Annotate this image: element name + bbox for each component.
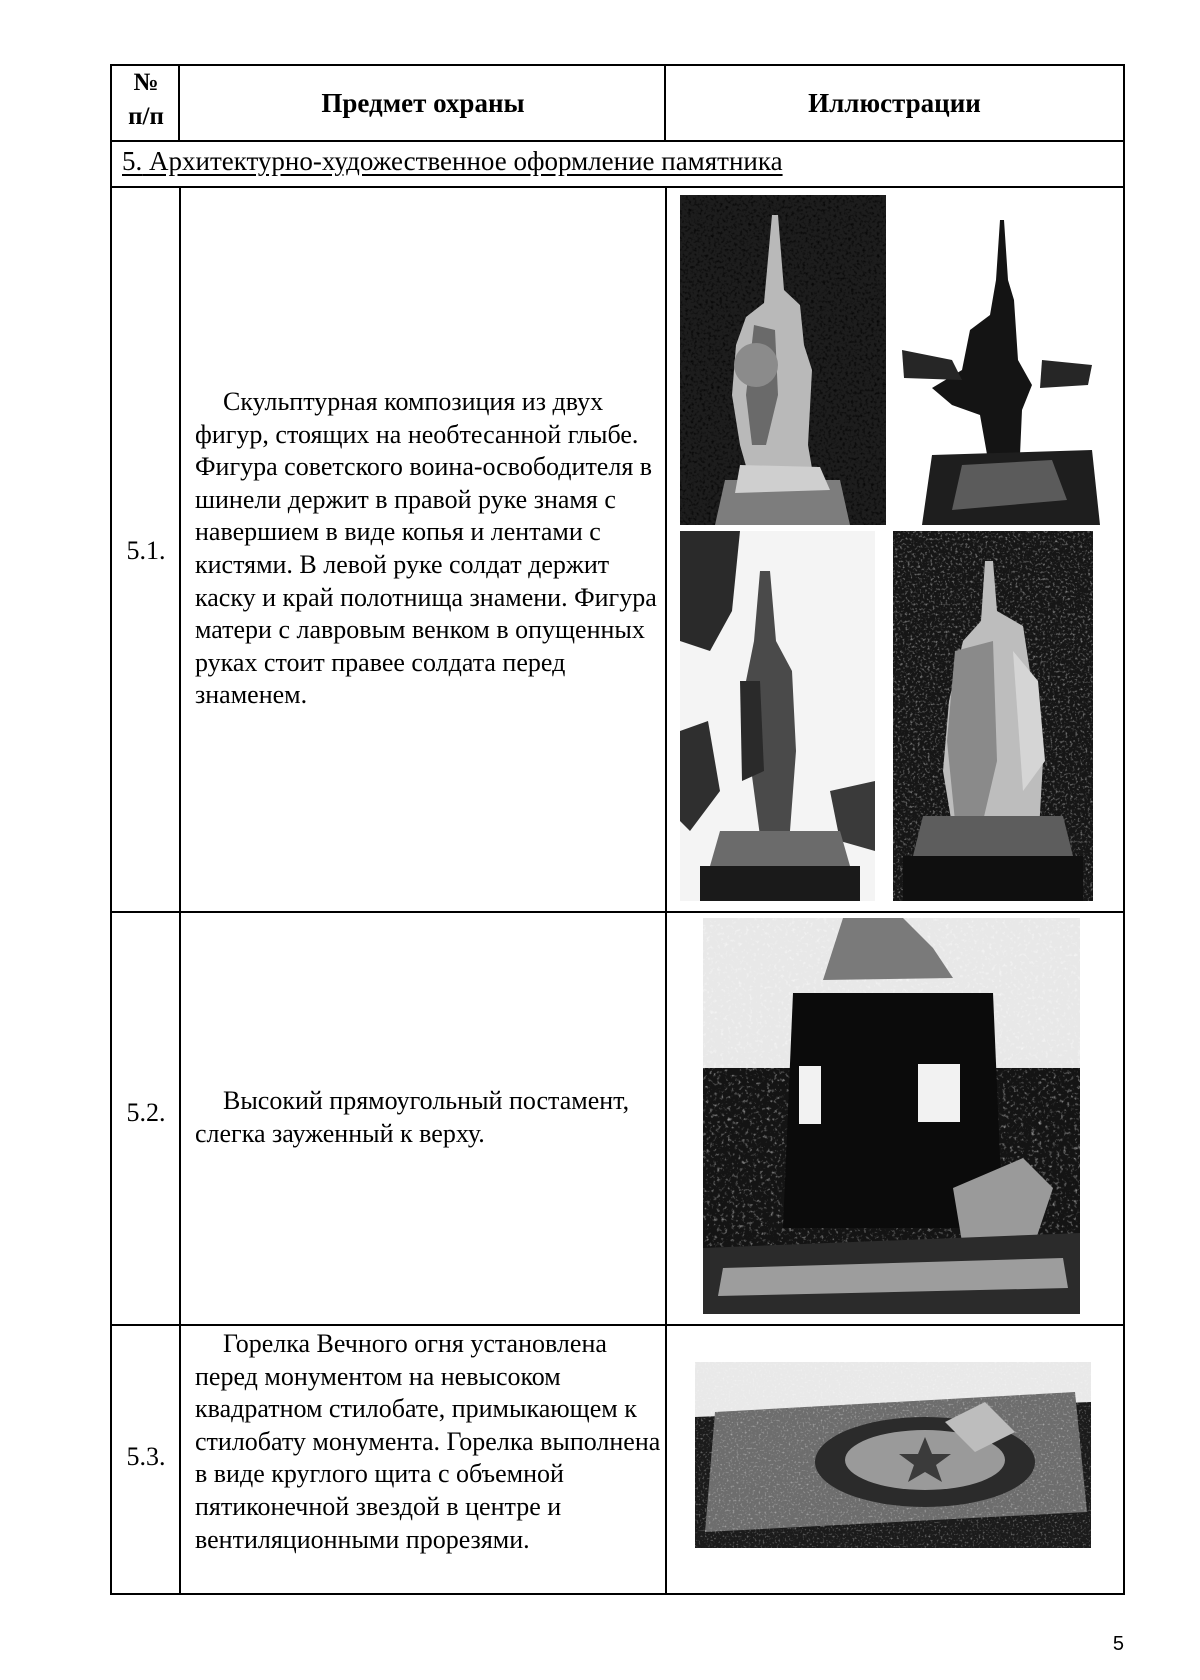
- row-number-5-1: 5.1.: [126, 536, 166, 565]
- row-description-text: Скульптурная композиция из двух фигур, стоящих на необтесанной глыбе. Фигура советского воина-освободителя в шинели держит в правой руке знамя с навершием в виде копья и лентами с кистями. В левой руке солдат держит каску и край полотнища знамени. Фигура матери с лавровым венком в опущенных руках стоит правее солдата перед знаменем.: [195, 387, 657, 710]
- pedestal-photo: [703, 918, 1080, 1314]
- sculpture-side-photo: [680, 531, 875, 901]
- page-number: 5: [1112, 1633, 1124, 1655]
- col-divider-number-body: [179, 186, 181, 1595]
- table-border-left: [110, 64, 112, 1595]
- table-border-bottom: [110, 1593, 1125, 1595]
- sculpture-front-photo: [893, 531, 1093, 901]
- sculpture-silhouette-photo: [892, 210, 1102, 525]
- section-title: [122, 146, 783, 177]
- header-subject: Предмет охраны: [321, 88, 525, 118]
- header-divider: [110, 140, 1125, 142]
- table-border-right: [1123, 64, 1125, 1595]
- header-number-sign: №: [133, 69, 159, 96]
- row-description-text: Высокий прямоугольный постамент, слегка зауженный к верху.: [195, 1086, 630, 1148]
- row-description-text: Горелка Вечного огня установлена перед монументом на невысоком квадратном стилобате, примыкающем к стилобату монумента. Горелка выполнена в виде круглого щита с объемной пятиконечной звездой в центре и вентиляционными прорезями.: [195, 1329, 661, 1554]
- section-divider: [110, 186, 1125, 188]
- header-number-sub: п/п: [128, 103, 164, 130]
- eternal-flame-photo: [695, 1362, 1091, 1548]
- header-number-cell: [112, 66, 180, 134]
- row-description-5-3: [195, 1328, 665, 1556]
- row-divider-1: [110, 911, 1125, 913]
- sculpture-photo: [680, 195, 886, 525]
- section-title-text: Архитектурно-художественное оформление памятника: [149, 146, 783, 176]
- header-illustrations: Иллюстрации: [808, 88, 981, 118]
- row-number-5-3: 5.3.: [126, 1442, 166, 1471]
- row-divider-2: [110, 1324, 1125, 1326]
- row-description-5-1: [195, 386, 665, 712]
- section-number: 5.: [122, 146, 143, 176]
- row-number-5-2: 5.2.: [126, 1098, 166, 1127]
- col-divider-illus-body: [665, 186, 667, 1595]
- row-description-5-2: [195, 1085, 665, 1150]
